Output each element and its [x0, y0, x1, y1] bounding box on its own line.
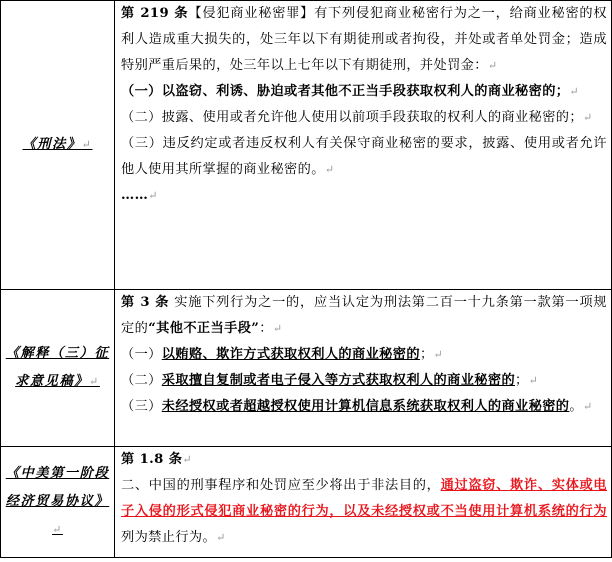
item-2-text: （二）披露、使用或者允许他人使用以前项手段获取的权利人的商业秘密的；	[121, 110, 583, 125]
item-1-text: 以贿赂、欺诈方式获取权利人的商业秘密的	[161, 347, 420, 362]
label-text: 《解释（三）征求意见稿》	[5, 346, 110, 389]
article-number: 第 1.8 条	[121, 452, 183, 467]
row-label-trade-agreement	[1, 447, 115, 558]
label-text: 《中美第一阶段经济贸易协议》	[5, 466, 110, 509]
article-title: 【侵犯商业秘密罪】	[188, 6, 315, 21]
article-paragraph	[121, 1, 607, 79]
highlighted-text: 通过盗窃、欺诈、实体或电子入侵的形式侵犯商业秘密的行为，以及未经授权或不当使用计算机系统的行为	[121, 478, 607, 519]
item-2	[121, 368, 607, 394]
item-3-prefix: （三）	[121, 399, 162, 414]
ellipsis: ……	[121, 188, 149, 203]
return-mark: ↵	[582, 111, 593, 124]
return-mark: ↵	[81, 138, 93, 151]
table-row	[1, 290, 612, 447]
table-row	[1, 447, 612, 558]
table-row	[1, 1, 612, 290]
item-1	[121, 342, 607, 368]
item-2	[121, 105, 607, 131]
item-3-suffix: 。	[569, 399, 583, 414]
item-2-prefix: （二）	[121, 373, 162, 388]
item-1-suffix: ；	[419, 347, 434, 362]
article-paragraph	[121, 290, 607, 342]
article-text: 有下列侵犯商业秘密行为之一，给商业秘密的权利人造成重大损失的，处三年以下有期徒刑或者拘役，并处或者单处罚金；造成特别严重后果的，处三年以上七年以下有期徒刑，并处罚金：	[121, 6, 607, 73]
item-3-text: 未经授权或者超越授权使用计算机信息系统获取权利人的商业秘密的	[161, 399, 570, 414]
article-number-line	[121, 447, 607, 473]
return-mark: ↵	[582, 400, 593, 413]
return-mark: ↵	[89, 375, 100, 388]
return-mark: ↵	[148, 189, 158, 202]
return-mark: ↵	[433, 348, 444, 361]
row-label-interpretation-draft	[1, 290, 115, 447]
article-number: 第 3 条	[121, 295, 170, 310]
return-mark: ↵	[487, 59, 498, 72]
item-3-text: （三）违反约定或者违反权利人有关保守商业秘密的要求，披露、使用或者允许他人使用其所掌握的商业秘密的。	[121, 136, 607, 177]
return-mark: ↵	[272, 322, 283, 335]
item-3	[121, 394, 607, 420]
return-mark: ↵	[52, 523, 63, 536]
return-mark: ↵	[216, 531, 226, 544]
article-text: 二、中国的刑事程序和处罚应至少将出于非法目的，	[121, 478, 441, 493]
item-1-text: （一）以盗窃、利诱、胁迫或者其他不正当手段获取权利人的商业秘密的；	[121, 84, 570, 99]
return-mark: ↵	[182, 453, 192, 466]
return-mark: ↵	[569, 85, 580, 98]
row-content-trade-agreement	[115, 447, 612, 558]
ellipsis-line	[121, 183, 607, 209]
article-text: 实施下列行为之一的，应当认定为刑法第二百一十九条第一款第一项规定的	[121, 295, 608, 336]
row-label-criminal-law	[1, 1, 115, 290]
item-2-suffix: ；	[515, 373, 529, 388]
article-text-end: 列为禁止行为。	[121, 530, 217, 545]
row-content-criminal-law	[115, 1, 612, 290]
item-3	[121, 131, 607, 183]
return-mark: ↵	[528, 374, 539, 387]
article-quote: “其他不正当手段”	[148, 321, 260, 336]
label-text: 《刑法》	[22, 137, 82, 152]
article-paragraph	[121, 473, 607, 551]
row-content-interpretation-draft	[115, 290, 612, 447]
article-text-end: ：	[259, 321, 273, 336]
return-mark: ↵	[324, 163, 335, 176]
item-1-prefix: （一）	[121, 347, 162, 362]
item-1	[121, 79, 607, 105]
article-number: 第 219 条	[121, 6, 189, 21]
item-2-text: 采取擅自复制或者电子侵入等方式获取权利人的商业秘密的	[161, 373, 516, 388]
